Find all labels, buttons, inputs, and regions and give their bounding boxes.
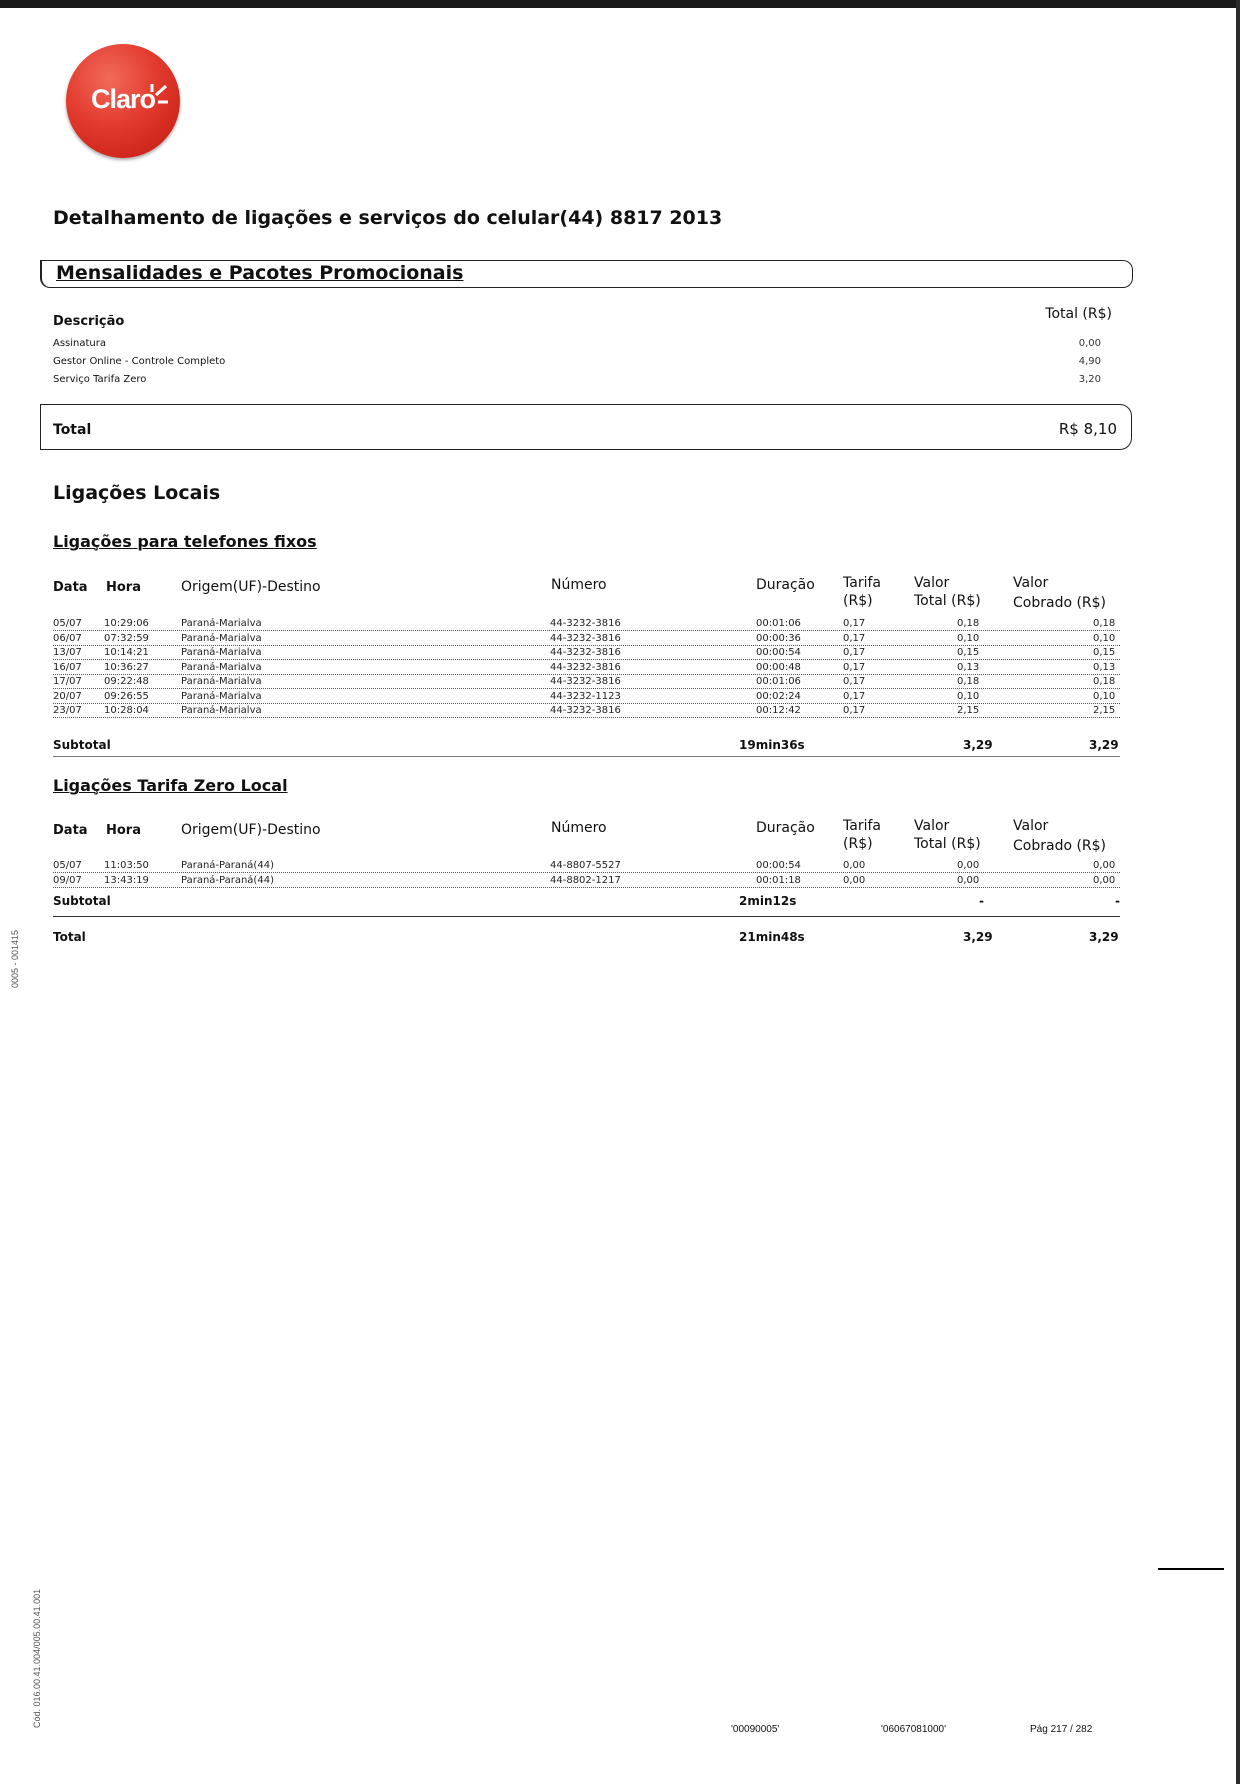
cell-tarifa: 0,00: [843, 860, 866, 871]
tarifa-zero-subtotal-row: [53, 894, 1120, 908]
cell-data: 16/07: [53, 661, 82, 673]
col-valor-total: Valor: [914, 575, 950, 591]
cell-duracao: 00:12:42: [756, 705, 801, 716]
scan-right-border: [1236, 0, 1240, 1784]
cell-valor-total: 0,10: [957, 690, 980, 702]
cell-valor-cobrado: 0,00: [1093, 874, 1116, 886]
cell-numero: 44-3232-3816: [550, 705, 621, 716]
page-title: Detalhamento de ligações e serviços do celular(44) 8817 2013: [53, 207, 723, 229]
col-origem: Origem(UF)-Destino: [181, 579, 321, 595]
tarifa-zero-subtitle: Ligações Tarifa Zero Local: [53, 776, 288, 795]
col-valor-total: Valor: [914, 818, 950, 834]
fixos-subtotal-duracao: 19min36s: [739, 738, 805, 752]
cell-valor-cobrado: 0,00: [1093, 860, 1116, 871]
ligacoes-total-valor-total: 3,29: [963, 930, 993, 944]
fixos-subtitle: Ligações para telefones fixos: [53, 532, 317, 551]
side-code-lower: Cód. 016.00.41.004/005.00.41.001: [32, 1588, 42, 1728]
claro-logo: [66, 44, 180, 158]
cell-origem: Paraná-Marialva: [181, 690, 262, 702]
footer-page-number: Pág 217 / 282: [1030, 1724, 1093, 1735]
mensalidades-section-header: [40, 260, 1133, 288]
cell-data: 20/07: [53, 690, 82, 702]
tarifa-zero-subtotal-valor-total: -: [979, 894, 984, 908]
document-page: [0, 8, 1236, 1784]
ligacoes-total-row: [53, 930, 1120, 944]
cell-hora: 10:28:04: [104, 705, 149, 716]
footer-code-1: '00090005': [731, 1724, 780, 1735]
cell-data: 17/07: [53, 676, 82, 687]
cell-data: 06/07: [53, 632, 82, 644]
cell-duracao: 00:02:24: [756, 690, 801, 702]
cell-tarifa: 0,17: [843, 690, 866, 702]
cell-valor-total: 0,00: [957, 874, 980, 886]
col-valor-cobrado: Valor: [1013, 575, 1049, 591]
col-tarifa-unit: (R$): [843, 836, 873, 852]
cell-duracao: 00:00:48: [756, 661, 801, 673]
cell-valor-total: 0,15: [957, 647, 980, 658]
cell-hora: 10:14:21: [104, 647, 149, 658]
cell-hora: 09:22:48: [104, 676, 149, 687]
cell-duracao: 00:00:54: [756, 860, 801, 871]
cell-valor-cobrado: 2,15: [1093, 705, 1116, 716]
cell-origem: Paraná-Paraná(44): [181, 874, 274, 886]
cell-data: 23/07: [53, 705, 82, 716]
cell-origem: Paraná-Marialva: [181, 647, 262, 658]
cell-data: 05/07: [53, 618, 82, 629]
col-hora: Hora: [106, 580, 141, 595]
cell-valor-total: 0,13: [957, 661, 980, 673]
divider: [53, 756, 1120, 757]
cell-origem: Paraná-Marialva: [181, 618, 262, 629]
cell-hora: 10:36:27: [104, 661, 149, 673]
cell-tarifa: 0,17: [843, 618, 866, 629]
cell-data: 09/07: [53, 874, 82, 886]
col-valor-cobrado-unit: Cobrado (R$): [1013, 595, 1107, 611]
col-tarifa: Tarifa: [843, 818, 881, 834]
cell-hora: 11:03:50: [104, 860, 149, 871]
cell-tarifa: 0,17: [843, 647, 866, 658]
mensalidades-total-value: R$ 8,10: [1058, 420, 1117, 438]
tarifa-zero-subtotal-duracao: 2min12s: [739, 894, 797, 908]
cell-hora: 13:43:19: [104, 874, 149, 886]
cell-origem: Paraná-Marialva: [181, 661, 262, 673]
descricao-header: Descrição: [53, 314, 125, 329]
cell-duracao: 00:01:06: [756, 618, 801, 629]
mensalidade-item-value: 3,20: [1078, 374, 1101, 385]
total-rs-header: Total (R$): [1045, 306, 1112, 322]
cell-hora: 09:26:55: [104, 690, 149, 702]
mensalidade-item-value: 4,90: [1078, 356, 1101, 367]
tarifa-zero-subtotal-valor-cobrado: -: [1115, 894, 1120, 908]
cell-valor-cobrado: 0,10: [1093, 690, 1116, 702]
cell-valor-cobrado: 0,15: [1093, 647, 1116, 658]
cell-numero: 44-3232-3816: [550, 661, 621, 673]
cell-valor-total: 0,18: [957, 618, 980, 629]
cell-tarifa: 0,17: [843, 705, 866, 716]
mensalidades-total-label: Total: [53, 422, 92, 438]
cell-duracao: 00:00:36: [756, 632, 801, 644]
col-numero: Número: [551, 820, 607, 836]
cell-valor-cobrado: 0,18: [1093, 676, 1116, 687]
cell-tarifa: 0,00: [843, 874, 866, 886]
table-row: [53, 875, 1120, 888]
logo-text: Claro: [90, 84, 156, 114]
cell-data: 13/07: [53, 647, 82, 658]
cell-duracao: 00:01:06: [756, 676, 801, 687]
col-data: Data: [53, 823, 88, 838]
table-row: [53, 618, 1120, 631]
table-row: [53, 633, 1120, 646]
logo-signal-icon: [150, 82, 172, 112]
ligacoes-total-label: Total: [53, 930, 86, 944]
table-row: [53, 662, 1120, 675]
cell-hora: 07:32:59: [104, 632, 149, 644]
col-valor-total-unit: Total (R$): [914, 593, 981, 609]
scan-top-border: [0, 0, 1240, 8]
cell-numero: 44-8802-1217: [550, 874, 621, 886]
col-tarifa: Tarifa: [843, 575, 881, 591]
fixos-subtotal-valor-total: 3,29: [963, 738, 993, 752]
mensalidades-title: Mensalidades e Pacotes Promocionais: [56, 262, 464, 284]
cell-hora: 10:29:06: [104, 618, 149, 629]
cell-numero: 44-3232-3816: [550, 618, 621, 629]
cell-valor-total: 0,00: [957, 860, 980, 871]
divider: [53, 916, 1120, 917]
side-code-upper: 0005 - 001415: [10, 929, 20, 988]
cell-duracao: 00:01:18: [756, 874, 801, 886]
ligacoes-total-valor-cobrado: 3,29: [1089, 930, 1119, 944]
table-row: [53, 860, 1120, 873]
cell-numero: 44-8807-5527: [550, 860, 621, 871]
cell-numero: 44-3232-3816: [550, 647, 621, 658]
mensalidade-item-desc: Gestor Online - Controle Completo: [53, 356, 226, 367]
cell-origem: Paraná-Marialva: [181, 632, 262, 644]
ligacoes-total-duracao: 21min48s: [739, 930, 805, 944]
cell-data: 05/07: [53, 860, 82, 871]
cell-tarifa: 0,17: [843, 676, 866, 687]
mensalidades-total-box: [40, 404, 1132, 450]
col-hora: Hora: [106, 823, 141, 838]
cell-valor-total: 2,15: [957, 705, 980, 716]
cell-origem: Paraná-Paraná(44): [181, 860, 274, 871]
mensalidade-item-desc: Assinatura: [53, 338, 107, 349]
scan-mark: [1158, 1568, 1224, 1570]
cell-valor-cobrado: 0,10: [1093, 632, 1116, 644]
col-duracao: Duração: [756, 820, 815, 836]
col-valor-cobrado: Valor: [1013, 818, 1049, 834]
mensalidade-item-value: 0,00: [1078, 338, 1101, 349]
table-row: [53, 691, 1120, 704]
cell-origem: Paraná-Marialva: [181, 676, 262, 687]
cell-numero: 44-3232-3816: [550, 632, 621, 644]
mensalidade-item-desc: Serviço Tarifa Zero: [53, 374, 147, 385]
table-row: [53, 647, 1120, 660]
table-row: [53, 705, 1120, 718]
cell-valor-total: 0,18: [957, 676, 980, 687]
col-origem: Origem(UF)-Destino: [181, 822, 321, 838]
cell-tarifa: 0,17: [843, 632, 866, 644]
cell-valor-cobrado: 0,18: [1093, 618, 1116, 629]
tarifa-zero-subtotal-label: Subtotal: [53, 894, 111, 908]
col-data: Data: [53, 580, 88, 595]
fixos-subtotal-row: [53, 738, 1120, 752]
ligacoes-locais-title: Ligações Locais: [53, 482, 221, 504]
cell-numero: 44-3232-1123: [550, 690, 621, 702]
fixos-subtotal-label: Subtotal: [53, 738, 111, 752]
col-valor-total-unit: Total (R$): [914, 836, 981, 852]
col-tarifa-unit: (R$): [843, 593, 873, 609]
table-row: [53, 676, 1120, 689]
cell-numero: 44-3232-3816: [550, 676, 621, 687]
footer-code-2: '06067081000': [881, 1724, 946, 1735]
col-valor-cobrado-unit: Cobrado (R$): [1013, 838, 1107, 854]
col-duracao: Duração: [756, 577, 815, 593]
cell-duracao: 00:00:54: [756, 647, 801, 658]
cell-origem: Paraná-Marialva: [181, 705, 262, 716]
cell-valor-cobrado: 0,13: [1093, 661, 1116, 673]
cell-valor-total: 0,10: [957, 632, 980, 644]
fixos-subtotal-valor-cobrado: 3,29: [1089, 738, 1119, 752]
cell-tarifa: 0,17: [843, 661, 866, 673]
col-numero: Número: [551, 577, 607, 593]
